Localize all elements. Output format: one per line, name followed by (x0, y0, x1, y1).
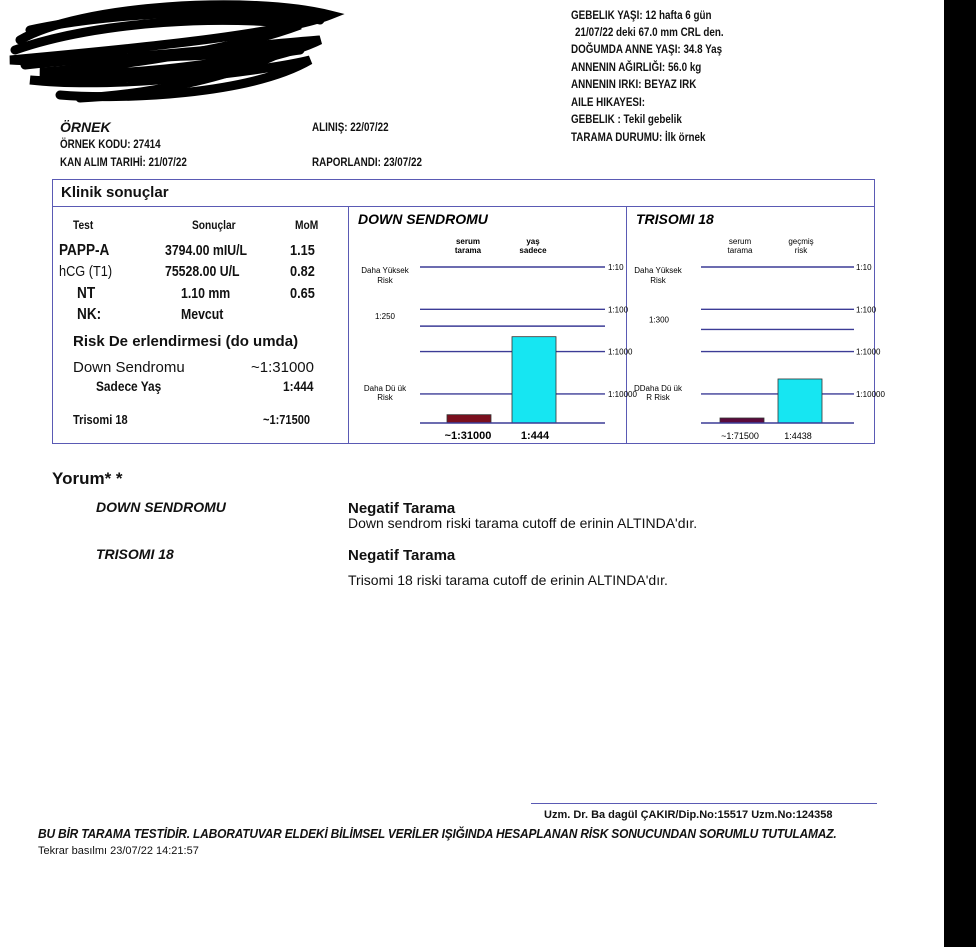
maternal-age: DOĞUMDA ANNE YAŞI: 34.8 Yaş (571, 42, 723, 56)
bar-1 (447, 415, 491, 423)
row-result-hcg: 75528.00 U/L (165, 263, 240, 280)
chart-title: TRISOMI 18 (636, 211, 714, 227)
screening-status: TARAMA DURUMU: İlk örnek (571, 130, 706, 144)
sample-code: ÖRNEK KODU: 27414 (60, 137, 161, 151)
comment-down-text: Down sendrom riski tarama cutoff de erinin ALTINDA'dır. (348, 515, 698, 531)
col-label-1a: serum (728, 237, 752, 246)
down-risk-label: Down Sendromu (73, 359, 185, 376)
tick-label: 1:10 (856, 263, 872, 272)
row-result-nk: Mevcut (181, 306, 224, 323)
value-label-1: ~1:31000 (444, 430, 492, 442)
cutoff-label: 1:250 (374, 312, 396, 322)
tick-label: 1:100 (856, 305, 877, 315)
row-result-pappa: 3794.00 mIU/L (165, 242, 248, 259)
header-test: Test (73, 218, 94, 232)
clinical-results-box (52, 179, 885, 444)
col-label-2b: risk (794, 246, 808, 255)
higher-risk-label: Risk (377, 276, 393, 285)
reported-date: RAPORLANDI: 23/07/22 (312, 155, 422, 169)
tick-label: 1:1000 (856, 347, 881, 357)
row-test-hcg: hCG (T1) (59, 263, 113, 280)
tick-label: 1:1000 (608, 347, 633, 357)
signature-line (531, 803, 877, 804)
received-date: ALINIŞ: 22/07/22 (312, 120, 389, 134)
risk-title: Risk De erlendirmesi (do umda) (73, 333, 299, 350)
lower-risk-label: R Risk (646, 393, 670, 402)
lower-risk-label: Daha Dü ük (363, 384, 407, 393)
col-label-1a: serum (455, 237, 481, 246)
blood-date: KAN ALIM TARIHİ: 21/07/22 (60, 155, 187, 169)
row-mom-nt: 0.65 (290, 285, 315, 302)
row-test-pappa: PAPP-A (59, 242, 110, 259)
lower-risk-label: Risk (377, 393, 393, 402)
cutoff-label: 1:300 (648, 315, 670, 325)
value-label-2: 1:4438 (784, 431, 812, 441)
tick-label: 1:10 (608, 263, 624, 272)
tick-label: 1:100 (608, 305, 629, 315)
disclaimer: BU BİR TARAMA TESTİDİR. LABORATUVAR ELDEKİ BİLİMSEL VERİLER IŞIĞINDA HESAPLANAN RİSK SONUCUNDAN SORUMLU TUTULAMAZ. (38, 826, 837, 841)
higher-risk-label: Daha Yüksek (361, 266, 409, 275)
comment-t18-label: TRISOMI 18 (96, 546, 174, 562)
bar-1 (720, 418, 764, 423)
age-risk-label: Sadece Yaş (96, 378, 162, 394)
age-risk-value: 1:444 (283, 378, 314, 394)
comment-title: Yorum* * (52, 469, 123, 488)
higher-risk-label: Daha Yüksek (634, 266, 682, 275)
col-label-2b: sadece (519, 246, 547, 255)
tick-label: 1:10000 (856, 389, 885, 399)
value-label-1: ~1:71500 (721, 431, 759, 441)
down-syndrome-chart (350, 207, 637, 443)
box-header (53, 180, 874, 207)
row-test-nk: NK: (77, 306, 102, 323)
header-mom: MoM (295, 218, 319, 232)
reprint-info: Tekrar basılmı 23/07/22 14:21:57 (38, 845, 199, 857)
maternal-race: ANNENIN IRKI: BEYAZ IRK (571, 77, 697, 91)
higher-risk-label: Risk (650, 276, 666, 285)
row-test-nt: NT (77, 285, 96, 302)
header-result: Sonuçlar (192, 218, 236, 232)
sample-label: ÖRNEK (60, 119, 111, 135)
comment-down-result: Negatif Tarama (348, 500, 456, 517)
maternal-weight: ANNENIN AĞIRLIĞI: 56.0 kg (571, 60, 702, 74)
col-label-1b: tarama (727, 246, 753, 255)
comment-down-label: DOWN SENDROMU (96, 499, 226, 515)
clinical-title: Klinik sonuçlar (61, 184, 169, 201)
row-mom-hcg: 0.82 (290, 263, 315, 280)
t18-risk-value: ~1:71500 (263, 412, 311, 427)
chart-title: DOWN SENDROMU (358, 211, 488, 227)
row-mom-pappa: 1.15 (290, 242, 315, 259)
signature: Uzm. Dr. Ba dagül ÇAKIR/Dip.No:15517 Uzm.No:124358 (544, 809, 833, 821)
divider-1 (348, 206, 349, 443)
pregnancy-type: GEBELIK : Tekil gebelik (571, 112, 682, 126)
redaction-scribble (0, 0, 340, 110)
tick-label: 1:10000 (608, 389, 637, 399)
row-result-nt: 1.10 mm (181, 285, 231, 302)
col-label-2a: yaş (526, 237, 540, 246)
lower-risk-label: DDaha Dü ük (633, 384, 683, 393)
trisomy18-chart (628, 207, 885, 443)
bar-2 (512, 337, 556, 423)
bar-2 (778, 379, 822, 423)
t18-risk-label: Trisomi 18 (73, 412, 128, 427)
col-label-1b: tarama (454, 246, 482, 255)
col-label-2a: geçmiş (788, 237, 814, 246)
divider-2 (626, 206, 627, 443)
down-risk-value: ~1:31000 (251, 359, 314, 376)
crl-info: 21/07/22 deki 67.0 mm CRL den. (575, 25, 724, 39)
comment-t18-text: Trisomi 18 riski tarama cutoff de erinin ALTINDA'dır. (348, 572, 668, 588)
family-history: AILE HIKAYESI: (571, 95, 646, 109)
gestational-age: GEBELIK YAŞI: 12 hafta 6 gün (571, 8, 712, 22)
comment-t18-result: Negatif Tarama (348, 547, 456, 564)
value-label-2: 1:444 (520, 430, 550, 442)
